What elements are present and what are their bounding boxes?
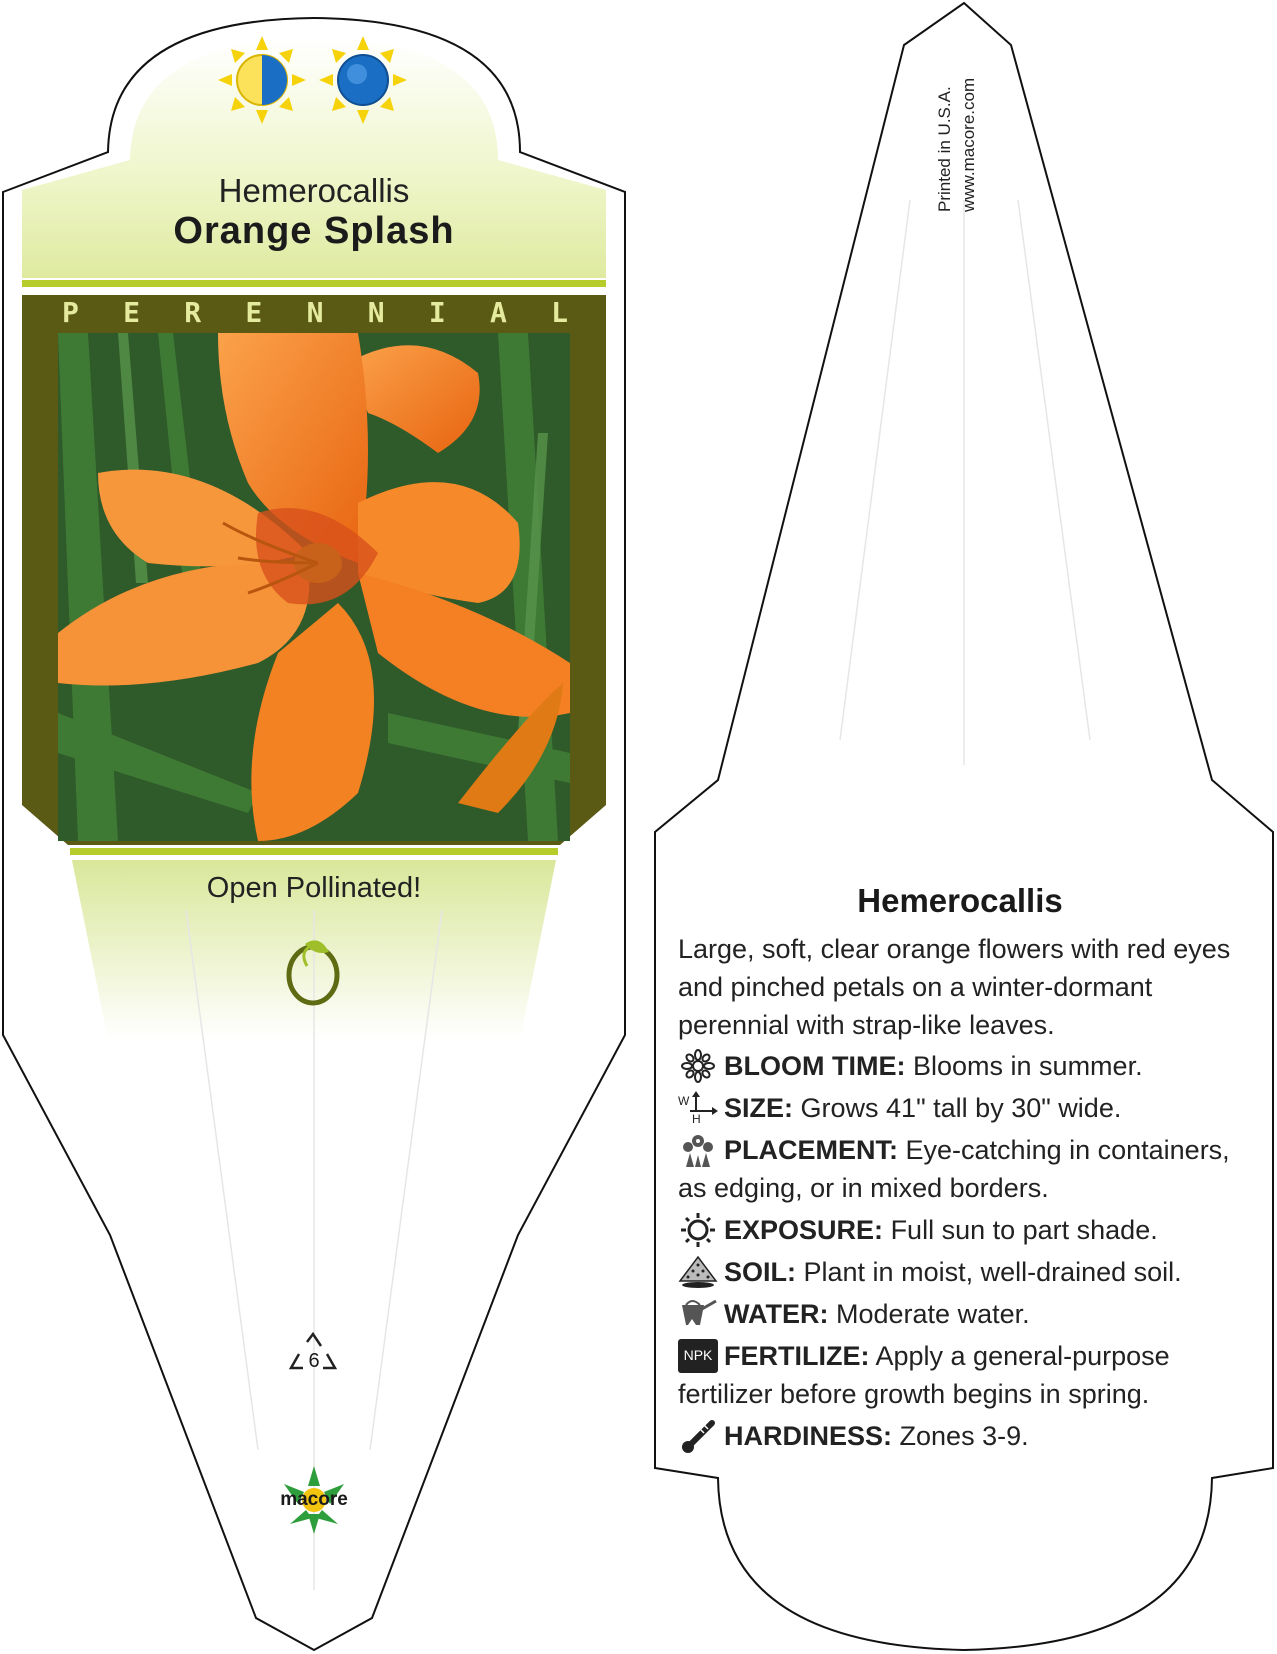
attr-fertilize (678, 1337, 1238, 1413)
part-sun-icon (218, 36, 306, 124)
perennial-letter: E (245, 296, 263, 329)
npk-icon (678, 1339, 718, 1373)
front-cultivar: Orange Splash (173, 210, 455, 252)
accent-rule-top (22, 280, 606, 287)
size-icon-w: W (678, 1094, 690, 1108)
attr-hardiness (678, 1417, 1238, 1455)
npk-icon-label: NPK (683, 1347, 713, 1363)
front-genus: Hemerocallis (218, 172, 410, 209)
size-icon (678, 1091, 718, 1125)
attr-label: EXPOSURE: (724, 1215, 884, 1245)
size-icon-h: H (692, 1112, 701, 1126)
placement-icon (678, 1133, 718, 1167)
printed-info (935, 52, 995, 212)
perennial-letter: N (306, 296, 324, 329)
open-pollinated-label: Open Pollinated! (206, 872, 422, 904)
attr-text: Grows 41" tall by 30" wide. (800, 1093, 1122, 1123)
attr-text: Zones 3-9. (899, 1421, 1029, 1451)
attr-water (678, 1295, 1238, 1333)
attr-text: Blooms in summer. (913, 1051, 1143, 1081)
perennial-letter: N (367, 296, 385, 329)
perennial-letter: P (62, 296, 79, 329)
attr-label: SIZE: (724, 1093, 794, 1123)
perennial-letter: I (428, 296, 446, 329)
attr-label: FERTILIZE: (724, 1341, 870, 1371)
printed-in-usa: Printed in U.S.A. (935, 86, 954, 212)
macore-logo-text: macore (280, 1489, 348, 1510)
flower-icon (678, 1049, 718, 1083)
attr-bloom-time (678, 1047, 1238, 1085)
recycle-code: 6 (308, 1350, 320, 1372)
perennial-letter: A (489, 296, 507, 329)
attr-soil (678, 1253, 1238, 1291)
attr-label: HARDINESS: (724, 1421, 893, 1451)
attr-text: Full sun to part shade. (890, 1215, 1158, 1245)
attr-exposure (678, 1211, 1238, 1249)
attr-text: Moderate water. (836, 1299, 1030, 1329)
attr-text: Plant in moist, well-drained soil. (803, 1257, 1182, 1287)
shade-sun-icon (319, 36, 407, 124)
attr-label: BLOOM TIME: (724, 1051, 906, 1081)
accent-rule-bottom (70, 848, 558, 855)
attr-label: WATER: (724, 1299, 829, 1329)
sun-icon (678, 1213, 718, 1247)
attr-text: Apply a general-purpose fertilizer before growth begins in spring. (678, 1341, 1170, 1409)
perennial-label (22, 296, 608, 332)
watering-can-icon (678, 1297, 718, 1331)
attr-text: Eye-catching in containers, as edging, or in mixed borders. (678, 1135, 1230, 1203)
attr-label: SOIL: (724, 1257, 796, 1287)
soil-icon (678, 1255, 718, 1289)
thermometer-icon (678, 1419, 718, 1453)
perennial-letter: E (123, 296, 140, 329)
flower-photo (58, 333, 570, 841)
perennial-letter: L (551, 296, 568, 329)
perennial-letter: R (184, 296, 202, 329)
plant-description: Large, soft, clear orange flowers with red eyes and pinched petals on a winter-dormant perennial with strap-like leaves. (678, 934, 1231, 1040)
back-header: Hemerocallis (857, 882, 1063, 919)
attr-size (678, 1089, 1238, 1127)
website: www.macore.com (959, 77, 978, 212)
attr-placement (678, 1131, 1238, 1207)
attr-label: PLACEMENT: (724, 1135, 898, 1165)
